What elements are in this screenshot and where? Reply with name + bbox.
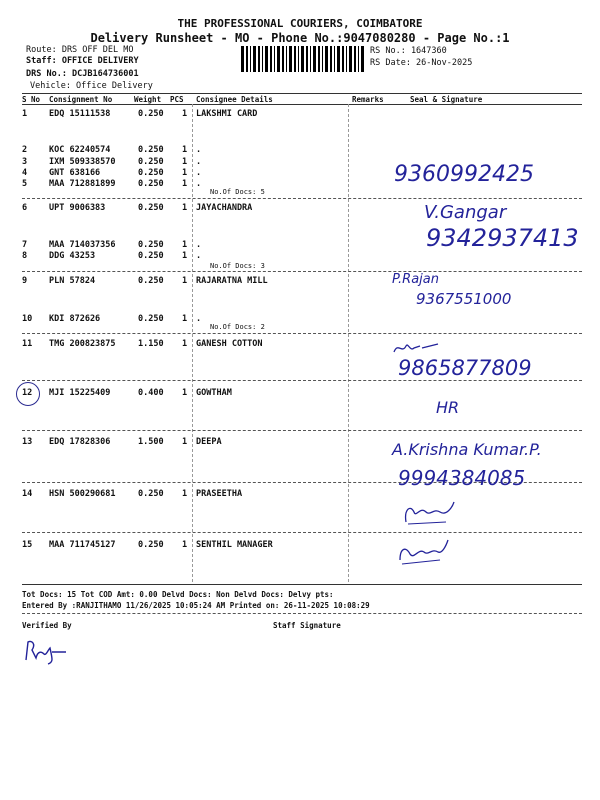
- group-divider: [22, 271, 582, 272]
- row-name: .: [196, 179, 202, 189]
- row-name: LAKSHMI CARD: [196, 109, 258, 119]
- row-cons: UPT 9006383: [49, 203, 106, 213]
- handwritten-phone: 9865877809: [398, 356, 532, 380]
- row-sno: 12: [22, 388, 33, 398]
- row-sno: 1: [22, 109, 28, 119]
- row-cons: PLN 57824: [49, 276, 96, 286]
- row-wt: 0.250: [138, 251, 164, 261]
- col-weight: Weight: [134, 95, 162, 104]
- row-wt: 0.250: [138, 145, 164, 155]
- row-cons: EDQ 17828306: [49, 437, 111, 447]
- barcode-bar: [337, 46, 340, 72]
- row-pcs: 1: [182, 276, 188, 286]
- row-cons: HSN 500290681: [49, 489, 116, 499]
- runsheet-subtitle: Delivery Runsheet - MO - Phone No.:9047080280 - Page No.:1: [90, 31, 510, 45]
- row-pcs: 1: [182, 157, 188, 167]
- row-wt: 1.500: [138, 437, 164, 447]
- docs-count-note: No.Of Docs: 5: [210, 188, 265, 196]
- barcode-bar: [306, 46, 308, 72]
- row-sno: 10: [22, 314, 33, 324]
- col-seal: Seal & Signature: [410, 95, 483, 104]
- row-wt: 0.250: [138, 240, 164, 250]
- row-pcs: 1: [182, 109, 188, 119]
- row-sno: 11: [22, 339, 33, 349]
- barcode-bar: [358, 46, 359, 72]
- row-pcs: 1: [182, 203, 188, 213]
- row-cons: DDG 43253: [49, 251, 96, 261]
- row-wt: 1.150: [138, 339, 164, 349]
- handwritten-name: V.Gangar: [424, 202, 507, 223]
- row-name: RAJARATNA MILL: [196, 276, 268, 286]
- row-sno: 13: [22, 437, 33, 447]
- barcode-bar: [354, 46, 356, 72]
- footer-divider: [22, 613, 582, 614]
- barcode-bar: [282, 46, 284, 72]
- row-wt: 0.250: [138, 109, 164, 119]
- company-title: THE PROFESSIONAL COURIERS, COIMBATORE: [177, 17, 423, 30]
- row-name: GANESH COTTON: [196, 339, 263, 349]
- row-sno: 5: [22, 179, 28, 189]
- row-sno: 7: [22, 240, 28, 250]
- row-pcs: 1: [182, 240, 188, 250]
- handwritten-signature: P.Rajan: [392, 272, 439, 287]
- row-sno: 4: [22, 168, 28, 178]
- barcode-bar: [310, 46, 311, 72]
- vehicle-label: Vehicle: Office Delivery: [30, 81, 153, 91]
- route-label: Route: DRS OFF DEL MO: [26, 45, 134, 55]
- row-pcs: 1: [182, 251, 188, 261]
- barcode-bar: [361, 46, 364, 72]
- handwritten-phone: 9342937413: [426, 224, 579, 252]
- row-name: .: [196, 157, 202, 167]
- barcode-bar: [318, 46, 320, 72]
- col-divider-consignee: [192, 104, 193, 582]
- col-divider-remarks: [348, 104, 349, 582]
- barcode-bar: [277, 46, 280, 72]
- group-divider: [22, 532, 582, 533]
- verified-by-label: Verified By: [22, 621, 72, 630]
- row-cons: GNT 638166: [49, 168, 101, 178]
- handwritten-phone: 9367551000: [416, 290, 512, 308]
- col-pcs: PCS: [170, 95, 184, 104]
- header-rule-top: [22, 93, 582, 94]
- row-wt: 0.250: [138, 314, 164, 324]
- barcode-bar: [349, 46, 352, 72]
- row-sno: 15: [22, 540, 33, 550]
- barcode-bar: [334, 46, 335, 72]
- row-pcs: 1: [182, 489, 188, 499]
- row-cons: MAA 712881899: [49, 179, 116, 189]
- group-divider: [22, 333, 582, 334]
- row-wt: 0.250: [138, 179, 164, 189]
- docs-count-note: No.Of Docs: 3: [210, 262, 265, 270]
- row-name: GOWTHAM: [196, 388, 232, 398]
- row-wt: 0.250: [138, 157, 164, 167]
- barcode-bar: [286, 46, 287, 72]
- row-sno: 2: [22, 145, 28, 155]
- handwritten-hr: HR: [436, 398, 460, 417]
- row-pcs: 1: [182, 168, 188, 178]
- row-cons: KOC 62240574: [49, 145, 111, 155]
- row-wt: 0.250: [138, 168, 164, 178]
- barcode-bar: [330, 46, 332, 72]
- barcode-bar: [270, 46, 272, 72]
- handwritten-phone: 9994384085: [398, 466, 526, 490]
- row-name: .: [196, 240, 202, 250]
- row-wt: 0.400: [138, 388, 164, 398]
- barcode-bar: [294, 46, 296, 72]
- row-name: .: [196, 145, 202, 155]
- row-wt: 0.250: [138, 203, 164, 213]
- barcode-bar: [346, 46, 347, 72]
- staff-label: Staff: OFFICE DELIVERY: [26, 56, 139, 66]
- row-name: DEEPA: [196, 437, 222, 447]
- hand-circle-mark: [16, 382, 40, 406]
- staff-signature-label: Staff Signature: [273, 621, 341, 630]
- barcode-bar: [322, 46, 323, 72]
- row-sno: 8: [22, 251, 28, 261]
- row-cons: EDQ 15111538: [49, 109, 111, 119]
- row-wt: 0.250: [138, 540, 164, 550]
- handwritten-name: A.Krishna Kumar.P.: [392, 440, 542, 459]
- row-cons: MJI 15225409: [49, 388, 111, 398]
- row-cons: MAA 711745127: [49, 540, 116, 550]
- col-sno: S No: [22, 95, 41, 104]
- docs-count-note: No.Of Docs: 2: [210, 323, 265, 331]
- row-pcs: 1: [182, 314, 188, 324]
- totals-line: Tot Docs: 15 Tot COD Amt: 0.00 Delvd Docs: Non Delvd Docs: Delvy pts:: [22, 590, 334, 599]
- barcode-bar: [301, 46, 304, 72]
- row-name: JAYACHANDRA: [196, 203, 253, 213]
- row-sno: 6: [22, 203, 28, 213]
- row-pcs: 1: [182, 179, 188, 189]
- barcode-bar: [298, 46, 299, 72]
- row-name: SENTHIL MANAGER: [196, 540, 273, 550]
- barcode-bar: [289, 46, 292, 72]
- barcode-bar: [250, 46, 251, 72]
- col-remarks: Remarks: [352, 95, 384, 104]
- drs-number: DRS No.: DCJB164736001: [26, 69, 139, 79]
- handwritten-phone: 9360992425: [394, 162, 534, 187]
- barcode-bar: [325, 46, 328, 72]
- row-wt: 0.250: [138, 489, 164, 499]
- row-pcs: 1: [182, 437, 188, 447]
- entered-by-line: Entered By :RANJITHAMO 11/26/2025 10:05:24 AM Printed on: 26-11-2025 10:08:29: [22, 601, 370, 610]
- barcode-bar: [258, 46, 260, 72]
- handwritten-signature: [392, 340, 442, 356]
- barcode-bar: [274, 46, 275, 72]
- barcode-bar: [253, 46, 256, 72]
- footer-rule: [22, 584, 582, 585]
- group-divider: [22, 198, 582, 199]
- col-consignment: Consignment No: [49, 95, 113, 104]
- row-name: .: [196, 251, 202, 261]
- row-wt: 0.250: [138, 276, 164, 286]
- row-pcs: 1: [182, 388, 188, 398]
- row-pcs: 1: [182, 145, 188, 155]
- row-name: PRASEETHA: [196, 489, 243, 499]
- row-pcs: 1: [182, 339, 188, 349]
- row-sno: 9: [22, 276, 28, 286]
- barcode-bar: [262, 46, 263, 72]
- barcode-bar: [313, 46, 316, 72]
- rs-number: RS No.: 1647360: [370, 46, 447, 56]
- barcode-bar: [342, 46, 344, 72]
- row-cons: TMG 200823875: [49, 339, 116, 349]
- handwritten-signature: [396, 538, 454, 566]
- row-cons: MAA 714037356: [49, 240, 116, 250]
- row-cons: IXM 509338570: [49, 157, 116, 167]
- group-divider: [22, 430, 582, 431]
- header-rule-bottom: [22, 104, 582, 105]
- group-divider: [22, 380, 582, 381]
- barcode: [241, 46, 365, 72]
- col-consignee: Consignee Details: [196, 95, 273, 104]
- row-cons: KDI 872626: [49, 314, 101, 324]
- verified-signature: [22, 636, 72, 666]
- barcode-bar: [265, 46, 268, 72]
- row-sno: 3: [22, 157, 28, 167]
- row-pcs: 1: [182, 540, 188, 550]
- row-name: .: [196, 314, 202, 324]
- barcode-bar: [246, 46, 248, 72]
- handwritten-signature: [400, 498, 460, 526]
- barcode-bar: [241, 46, 244, 72]
- row-sno: 14: [22, 489, 33, 499]
- row-name: .: [196, 168, 202, 178]
- rs-date: RS Date: 26-Nov-2025: [370, 58, 473, 68]
